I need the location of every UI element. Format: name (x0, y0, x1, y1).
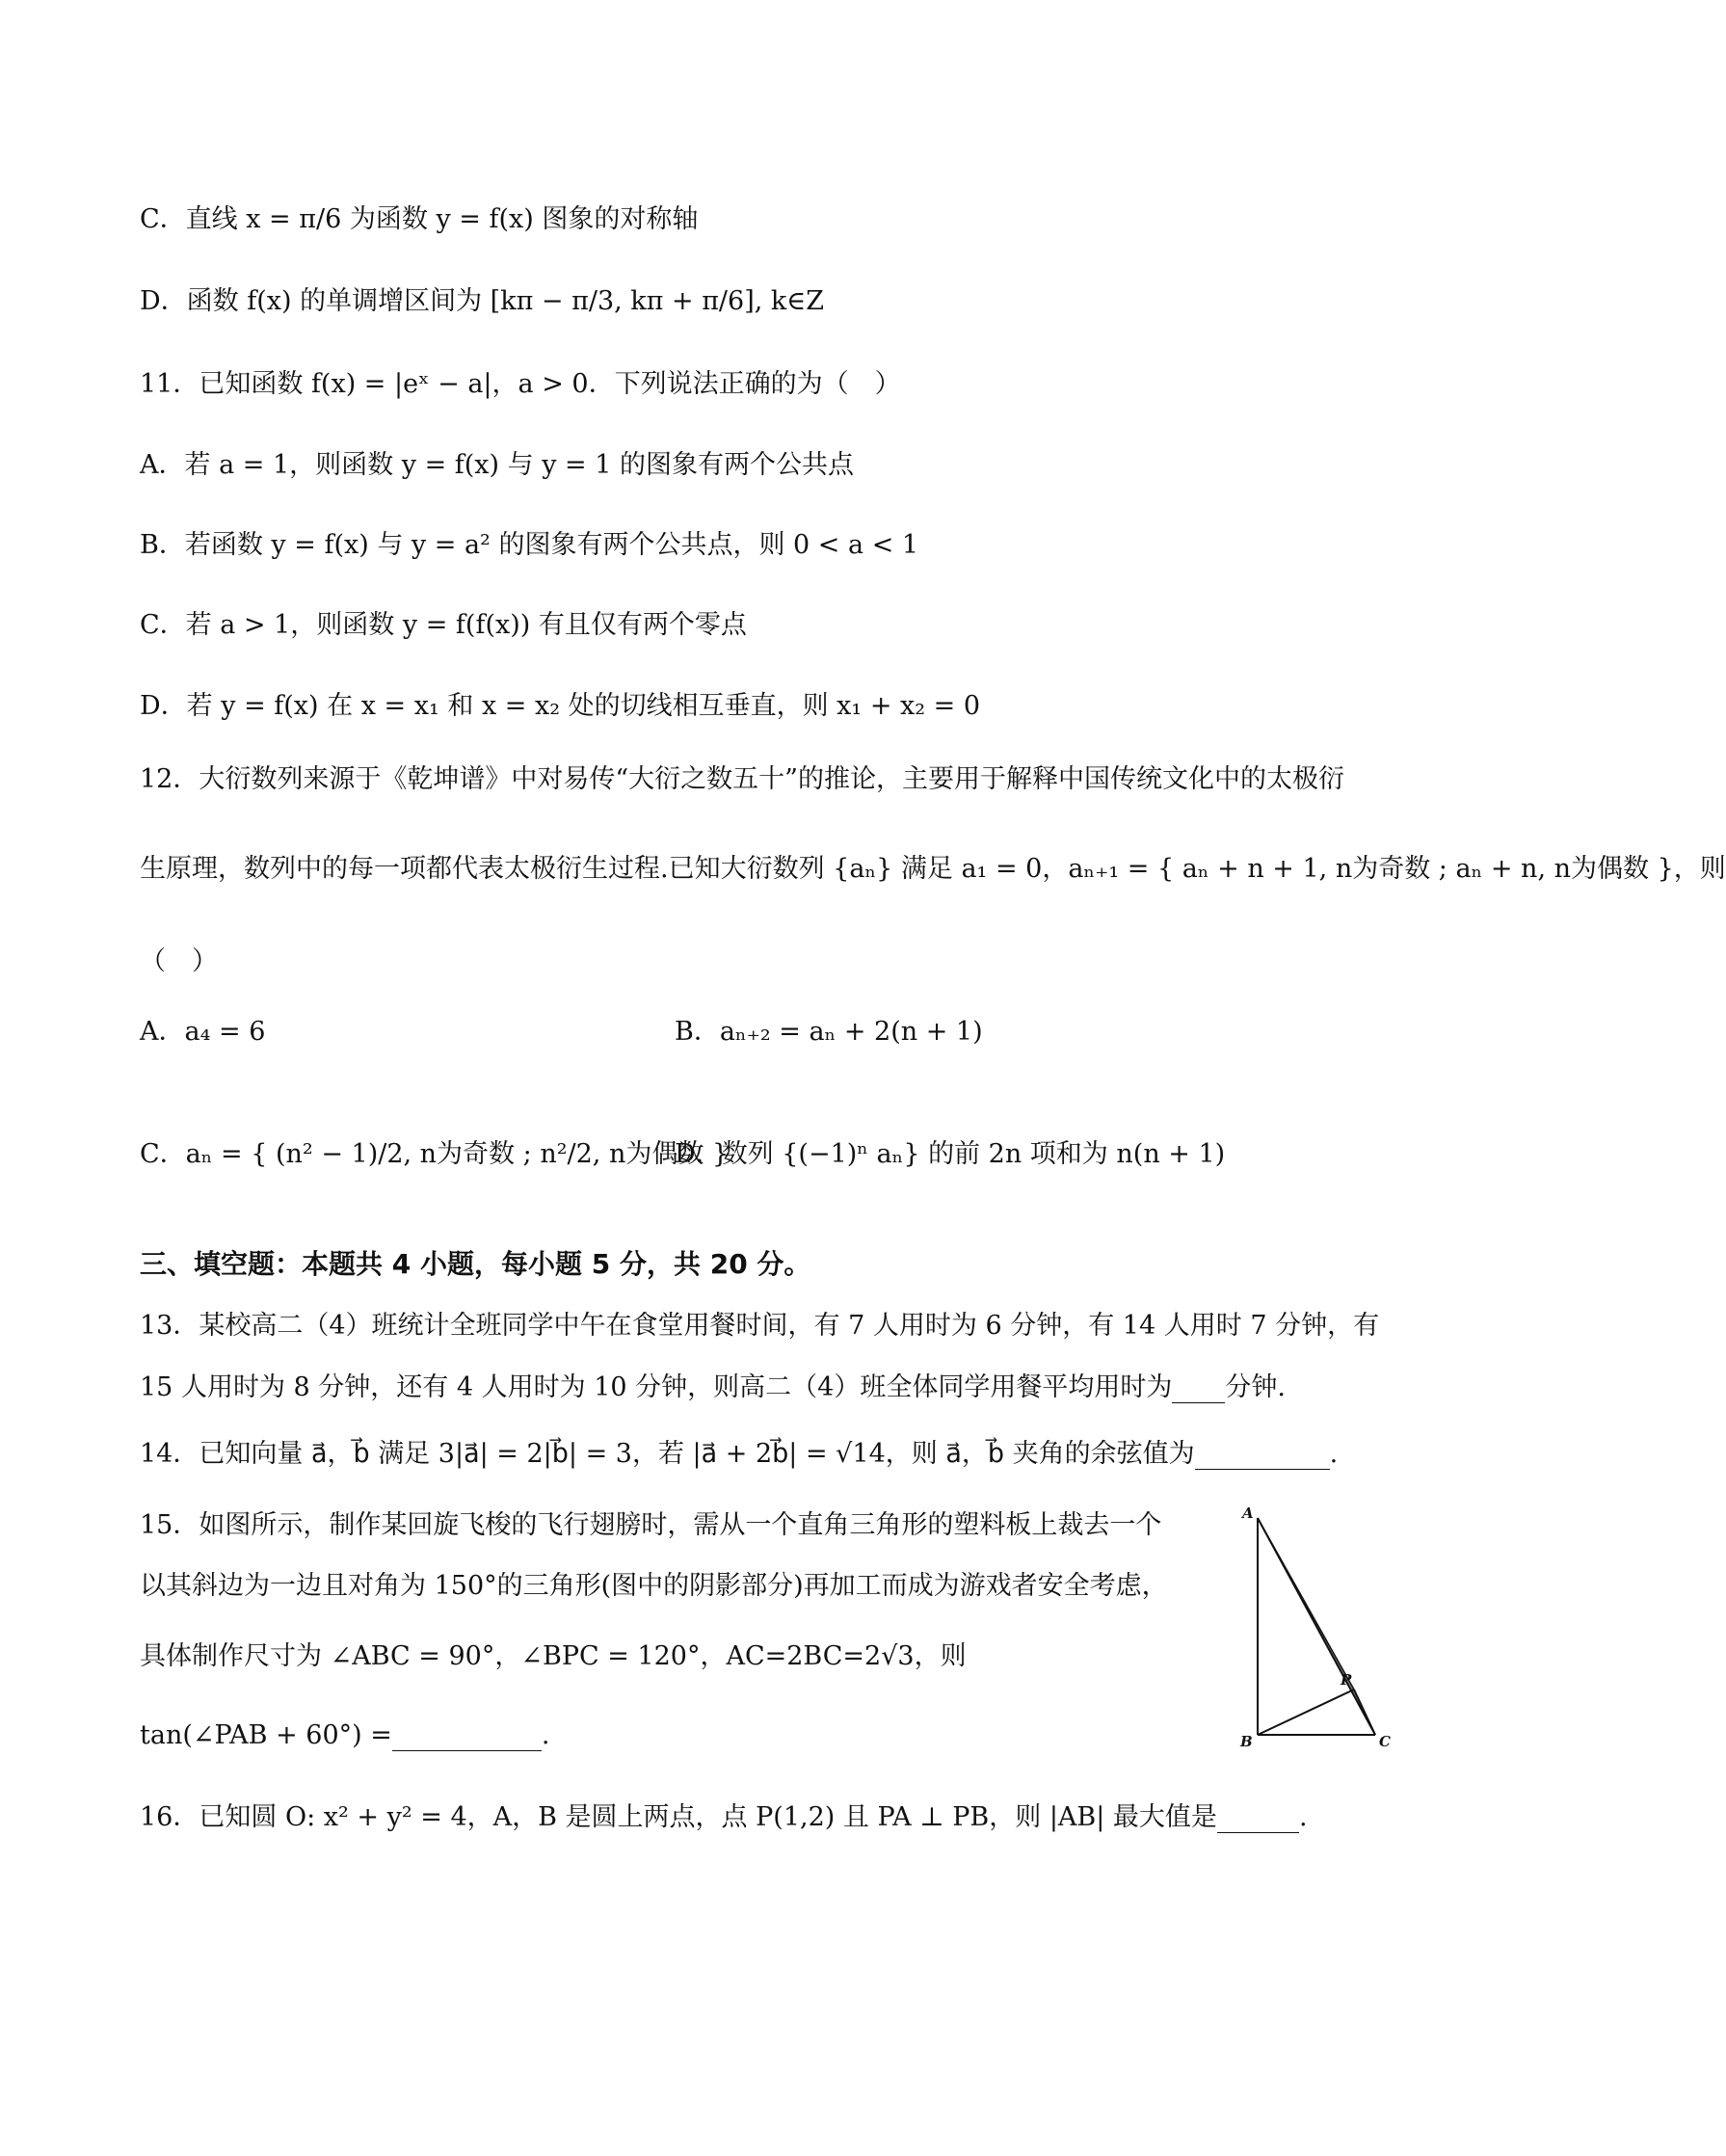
q10-option-d: D．函数 f(x) 的单调增区间为 [kπ − π/3, kπ + π/6], k∈Z (140, 286, 825, 316)
q12-stem-line1: 12．大衍数列来源于《乾坤谱》中对易传“大衍之数五十”的推论，主要用于解释中国传统文化中的太极衍 (140, 764, 1344, 794)
q11-option-a: A．若 a = 1，则函数 y = f(x) 与 y = 1 的图象有两个公共点 (140, 450, 855, 480)
q16-text: 16．已知圆 O: x² + y² = 4，A，B 是圆上两点，点 P(1,2) 且 PA ⊥ PB，则 |AB| 最大值是 (140, 1802, 1217, 1832)
segment-pc (1354, 1690, 1375, 1735)
q12-stem-line2: 生原理，数列中的每一项都代表太极衍生过程.已知大衍数列 {aₙ} 满足 a₁ = 0，aₙ₊₁ = { aₙ + n + 1, n为奇数 ; aₙ + n, n为偶数 }，则 (140, 854, 1726, 884)
q11-option-c: C．若 a > 1，则函数 y = f(f(x)) 有且仅有两个零点 (140, 610, 747, 640)
label-p: P (1341, 1671, 1352, 1689)
q13-line1: 13．某校高二（4）班统计全班同学中午在食堂用餐时间，有 7 人用时为 6 分钟，有 14 人用时 7 分钟，有 (140, 1311, 1380, 1341)
segment-bp (1258, 1690, 1354, 1735)
q14-line (140, 1439, 1338, 1470)
q11-option-b: B．若函数 y = f(x) 与 y = a² 的图象有两个公共点，则 0 < a < 1 (140, 530, 919, 560)
q15-line4-text: tan(∠PAB + 60°) = (140, 1720, 392, 1750)
answer-blank (1217, 1807, 1299, 1833)
q15-line1: 15．如图所示，制作某回旋飞梭的飞行翅膀时，需从一个直角三角形的塑料板上裁去一个 (140, 1510, 1162, 1540)
label-c: C (1379, 1733, 1391, 1750)
triangle-figure (1238, 1504, 1412, 1754)
q13-line2-text: 15 人用时为 8 分钟，还有 4 人用时为 10 分钟，则高二（4）班全体同学用餐平均用时为 (140, 1372, 1173, 1402)
q12-option-a: A．a₄ = 6 (140, 1017, 266, 1047)
q15-line4-end: . (541, 1720, 550, 1750)
q16-end: . (1298, 1802, 1308, 1832)
q14-end: . (1329, 1439, 1339, 1469)
answer-blank (1195, 1444, 1330, 1470)
q12-option-b: B．aₙ₊₂ = aₙ + 2(n + 1) (675, 1017, 983, 1047)
q13-line2-end: 分钟. (1225, 1372, 1286, 1402)
label-a: A (1242, 1504, 1254, 1522)
q12-option-c: C．aₙ = { (n² − 1)/2, n为奇数 ; n²/2, n为偶数 } (140, 1139, 730, 1169)
q16-line (140, 1802, 1308, 1833)
q15-line2: 以其斜边为一边且对角为 150°的三角形(图中的阴影部分)再加工而成为游戏者安全考虑， (140, 1571, 1168, 1601)
q15-line3: 具体制作尺寸为 ∠ABC = 90°，∠BPC = 120°，AC=2BC=2√3，则 (140, 1641, 967, 1671)
q12-stem-line3: （ ） (140, 946, 218, 976)
q14-text: 14．已知向量 a⃗，b⃗ 满足 3|a⃗| = 2|b⃗| = 3，若 |a⃗ + 2b⃗| = √14，则 a⃗，b⃗ 夹角的余弦值为 (140, 1439, 1195, 1469)
answer-blank (1172, 1377, 1225, 1403)
q11-option-d: D．若 y = f(x) 在 x = x₁ 和 x = x₂ 处的切线相互垂直，则 x₁ + x₂ = 0 (140, 691, 981, 721)
q13-line2 (140, 1372, 1286, 1403)
q15-line4 (140, 1720, 550, 1751)
segment-ap (1258, 1518, 1354, 1690)
q10-option-c: C．直线 x = π/6 为函数 y = f(x) 图象的对称轴 (140, 204, 699, 234)
q11-stem: 11．已知函数 f(x) = |eˣ − a|，a > 0．下列说法正确的为（ ） (140, 369, 901, 399)
label-b: B (1240, 1733, 1253, 1750)
section-title: 三、填空题：本题共 4 小题，每小题 5 分，共 20 分。 (140, 1248, 811, 1280)
answer-blank (392, 1725, 542, 1751)
q12-option-d: D．数列 {(−1)ⁿ aₙ} 的前 2n 项和为 n(n + 1) (675, 1139, 1226, 1169)
